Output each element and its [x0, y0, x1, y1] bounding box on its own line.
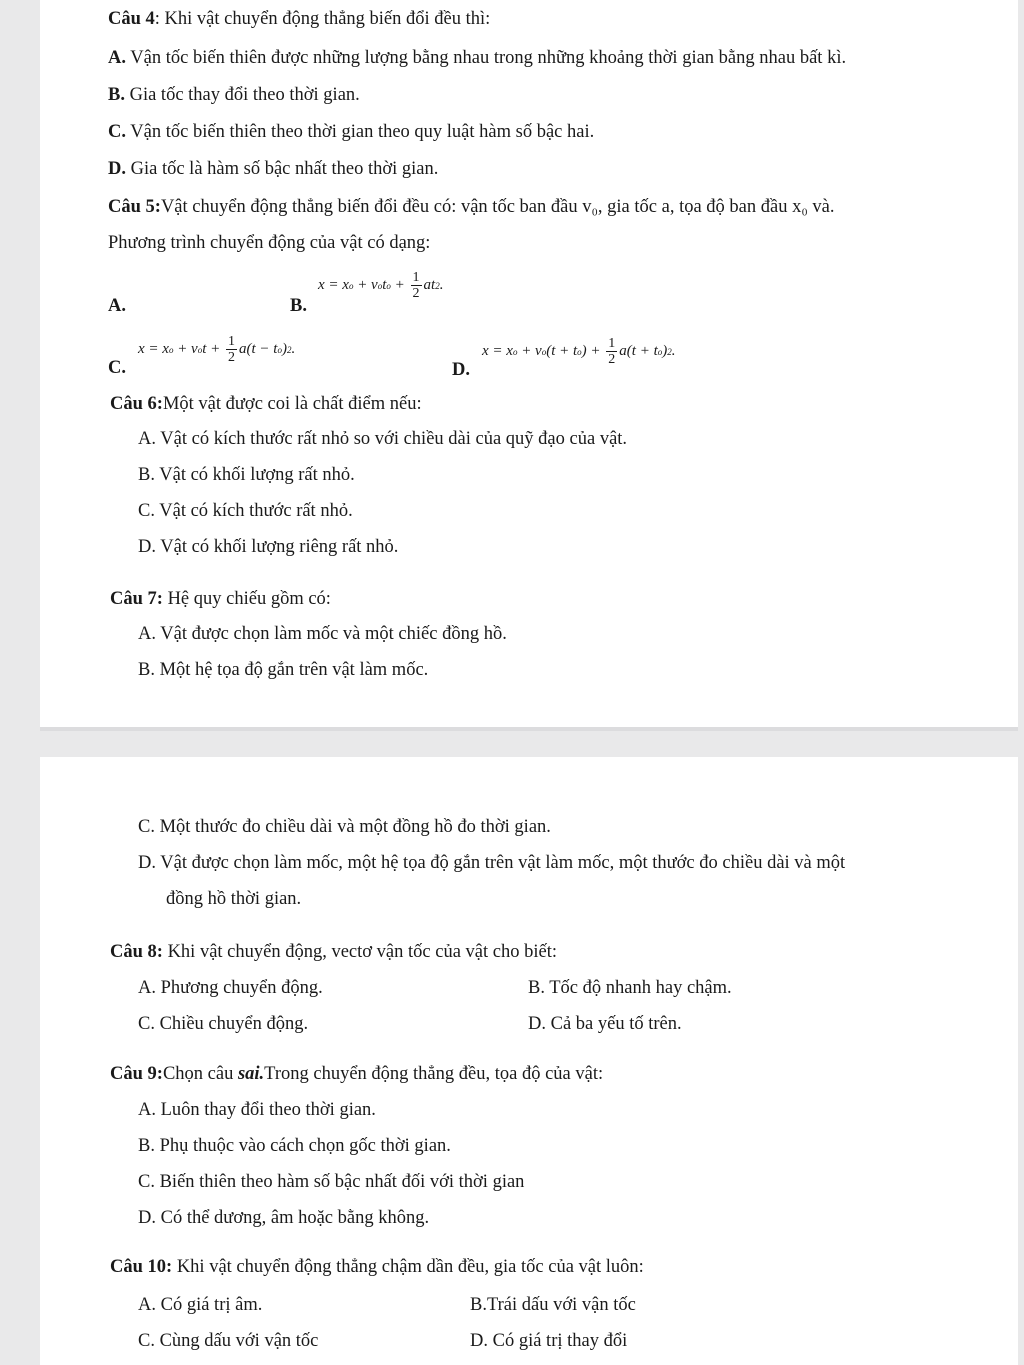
q6-option-a: A. Vật có kích thước rất nhỏ so với chiều dài của quỹ đạo của vật.: [138, 429, 628, 449]
q5-text2: Phương trình chuyển động của vật có dạng:: [108, 233, 431, 253]
q4-label: Câu 4: [108, 9, 155, 29]
q8-option-c: C. Chiều chuyển động.: [138, 1014, 309, 1034]
page-divider: [40, 727, 1018, 731]
q9-option-c: C. Biến thiên theo hàm số bậc nhất đối với thời gian: [138, 1172, 525, 1192]
q9-label: Câu 9:: [110, 1064, 163, 1084]
q4-option-d: [108, 158, 438, 180]
q9-emph: sai.: [237, 1064, 265, 1084]
q7-label: Câu 7:: [110, 589, 163, 609]
q10-title: [110, 1256, 644, 1278]
q5-d-label: D.: [452, 360, 470, 380]
q5-d-formula: x = x o + v o (t + t o ) + $\frac{1}{2}$ a(t + t o ) 2 .: [482, 336, 676, 367]
q4-text: : Khi vật chuyển động thẳng biến đổi đều thì:: [154, 9, 491, 29]
q7-option-c: C. Một thước đo chiều dài và một đồng hồ đo thời gian.: [138, 817, 551, 837]
q9-text: Trong chuyển động thẳng đều, tọa độ của vật:: [264, 1064, 604, 1084]
q4-option-c: [108, 121, 594, 143]
q6-option-b: B. Vật có khối lượng rất nhỏ.: [138, 465, 355, 485]
q8-label: Câu 8:: [110, 942, 163, 962]
q7-option-d-cont: đồng hồ thời gian.: [166, 889, 302, 909]
q9-title: [110, 1063, 603, 1085]
q10-option-b: B.Trái dấu với vận tốc: [470, 1295, 636, 1315]
q4-a-text: Vận tốc biến thiên được những lượng bằng nhau trong những khoảng thời gian bằng nhau bất kì.: [126, 48, 847, 68]
q6-text: Một vật được coi là chất điểm nếu:: [162, 394, 422, 414]
q9-option-d: D. Có thể dương, âm hoặc bằng không.: [138, 1208, 430, 1228]
q4-d-text: Gia tốc là hàm số bậc nhất theo thời gian.: [126, 159, 439, 179]
q6-label: Câu 6:: [110, 394, 163, 414]
q8-option-d: D. Cả ba yếu tố trên.: [528, 1014, 682, 1034]
q9-option-a: A. Luôn thay đổi theo thời gian.: [138, 1100, 376, 1120]
q10-label: Câu 10:: [110, 1257, 173, 1277]
q4-b-label: B.: [108, 85, 125, 105]
q6-option-c: C. Vật có kích thước rất nhỏ.: [138, 501, 353, 521]
q7-option-b: B. Một hệ tọa độ gắn trên vật làm mốc.: [138, 660, 429, 680]
q6-title: [110, 393, 422, 415]
q7-title: [110, 588, 331, 610]
q4-b-text: Gia tốc thay đổi theo thời gian.: [124, 85, 360, 105]
q5-a-label: A.: [108, 296, 126, 316]
q10-text: Khi vật chuyển động thẳng chậm dần đều, gia tốc của vật luôn:: [172, 1257, 644, 1277]
q8-title: [110, 941, 557, 963]
q4-option-b: [108, 84, 360, 106]
q8-option-a: A. Phương chuyển động.: [138, 978, 323, 998]
q5-text: Vật chuyển động thẳng biến đổi đều có: vận tốc ban đầu v₀, gia tốc a, tọa độ ban đầu x₀ và.: [160, 197, 835, 217]
q4-c-label: C.: [108, 122, 126, 142]
q4-c-text: Vận tốc biến thiên theo thời gian theo quy luật hàm số bậc hai.: [126, 122, 595, 142]
q7-text: Hệ quy chiếu gồm có:: [162, 589, 331, 609]
q5-label: Câu 5:: [108, 197, 161, 217]
q5-c-formula: x = x o + v o t + $\frac{1}{2}$ a(t − t o ) 2 .: [138, 334, 296, 365]
q6-option-d: D. Vật có khối lượng riêng rất nhỏ.: [138, 537, 399, 557]
q5-b-label: B.: [290, 296, 307, 316]
q10-option-c: C. Cùng dấu với vận tốc: [138, 1331, 319, 1351]
q9-option-b: B. Phụ thuộc vào cách chọn gốc thời gian.: [138, 1136, 451, 1156]
q4-a-label: A.: [108, 48, 126, 68]
q4-d-label: D.: [108, 159, 126, 179]
q9-pre: Chọn câu: [162, 1064, 238, 1084]
q5-b-formula: x = x o + v o t o + $\frac{1}{2}$ at 2 .: [318, 270, 444, 301]
q10-option-d: D. Có giá trị thay đổi: [470, 1331, 628, 1351]
q7-option-d: D. Vật được chọn làm mốc, một hệ tọa độ gắn trên vật làm mốc, một thước đo chiều dài và một: [138, 853, 846, 873]
q8-text: Khi vật chuyển động, vectơ vận tốc của vật cho biết:: [162, 942, 557, 962]
q4-title: [108, 8, 490, 30]
q7-option-a: A. Vật được chọn làm mốc và một chiếc đồng hồ.: [138, 624, 507, 644]
q5-c-label: C.: [108, 358, 126, 378]
q5-title: [108, 196, 835, 218]
q4-option-a: [108, 47, 846, 69]
q8-option-b: B. Tốc độ nhanh hay chậm.: [528, 978, 732, 998]
q10-option-a: A. Có giá trị âm.: [138, 1295, 263, 1315]
